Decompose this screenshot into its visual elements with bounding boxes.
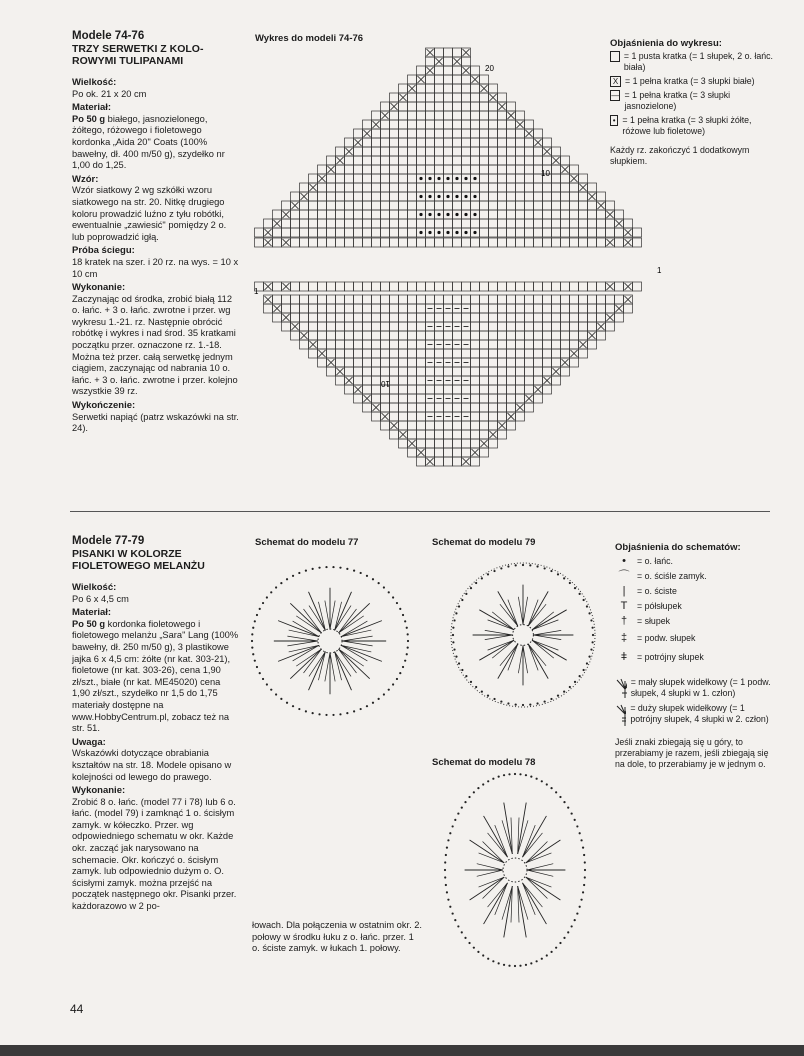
section1-finish: Serwetki napiąć (patrz wskazówki na str. 24). — [72, 411, 239, 434]
row-label-1-right: 1 — [657, 266, 662, 275]
single-crochet-icon: | — [622, 585, 626, 597]
legend-row-dash: — = 1 pełna kratka (= 3 słupki jasnozielone) — [611, 90, 731, 111]
section2-making-label: Wykonanie: — [72, 785, 126, 797]
section2-text — [72, 535, 240, 913]
schema-legend-dtr: ǂ = potrójny słupek — [615, 652, 775, 663]
section2-material-text: kordonka fioletowego i fioletowego melanżu „Sara" Lang (100% bawełny, dł. 250 m/50 g), 3 plastikowe jajka 6 x 4,5 cm: żółte (nr kat. 303-21), fioletowe (nr kat. 303-26), cena 1,90 zł/szt., białe (nr kat. ME45020) cena 1,90 zł/szt., szydełko nr 1,5 do 1,75 materiały dostępne na www.HobbyCentrum.pl, zobacz też na str. 51. — [72, 618, 239, 734]
triple-treble-icon: ǂ — [620, 651, 628, 663]
schema-legend-tr: ‡ = podw. słupek — [615, 633, 775, 644]
half-double-icon: T — [620, 600, 628, 612]
schema77-title: Schemat do modelu 77 — [255, 537, 359, 548]
schema-legend-fan-large: = duży słupek widełkowy (= 1 potrójny słupek, 4 słupki w 2. człon) — [615, 703, 775, 727]
schema78-title: Schemat do modelu 78 — [432, 757, 536, 768]
row-label-20: 20 — [485, 64, 494, 73]
schema-legend-note: Jeśli znaki zbiegają się u góry, to przerabiamy je razem, jeśli zbiegają się na dole, to przerabiamy je w jednym o. — [615, 737, 769, 769]
section1-making: Zaczynając od środka, zrobić białą 112 o. łańc. + 3 o. łańc. zwrotne i przer. wg wykresu 1.-21. rz. Następnie obrócić robótkę i wykres i nad środ. 35 kratkami początku przer. oznaczone rz. 1.-18. Można też przer. całą serwetkę jednym ciągiem, zaczynając od nabrania 10 o. łańc. + 3 o. łańc. zwrotne i przer. kolejno wszystkie 39 rz. — [72, 293, 238, 397]
section2-making: Zrobić 8 o. łańc. (model 77 i 78) lub 6 o. łańc. (model 79) i zamknąć 1 o. ścisłym zamyk. w kółeczko. Przer. wg odpowiedniego schematu w okr. Każde okr. zacząć jak narysowano na schemacie. Okr. kończyć o. ścisłym zamyk. lub odpowiednio dużym o. O. ścisłymi zamyk. można przejść na początek następnego okr. Pisanki przer. każdorazowo w 2 po- — [72, 796, 237, 912]
section1-material — [72, 114, 240, 172]
row-label-10-bottom: 10 — [381, 379, 390, 388]
row-label-1-left: 1 — [254, 287, 259, 296]
section1-model: Modele 74-76 — [72, 30, 145, 42]
schema-legend-title: Objaśnienia do schematów: — [615, 542, 741, 553]
section1-finish-label: Wykończenie: — [72, 400, 136, 412]
section1-text — [72, 30, 240, 435]
dash-square-icon: — — [611, 91, 620, 100]
schema79-title: Schemat do modelu 79 — [432, 537, 536, 548]
empty-square-icon — [610, 51, 620, 62]
legend-row-empty: = 1 pusta kratka (= 1 słupek, 2 o. łańc. biała) — [610, 51, 775, 73]
section1-size: Po ok. 21 x 20 cm — [72, 88, 147, 99]
slip-stitch-icon: ⌒ — [618, 570, 630, 582]
section1-title-1: TRZY SERWETKI Z KOLO- — [72, 43, 204, 55]
chart-legend — [610, 36, 775, 167]
section2-note-label: Uwaga: — [72, 736, 106, 748]
legend-row-x: X = 1 pełna kratka (= 3 słupki białe) — [610, 76, 775, 87]
section1-making-label: Wykonanie: — [72, 282, 126, 294]
large-fan-icon — [615, 703, 626, 727]
section2-material-label: Materiał: — [72, 607, 112, 619]
section-divider — [70, 511, 770, 512]
schema-legend-sc: | = o. ściste — [615, 586, 775, 597]
schema79-diagram — [448, 560, 598, 710]
section2-size-label: Wielkość: — [72, 582, 117, 593]
section1-pattern-label: Wzór: — [72, 173, 99, 185]
chart-legend-title: Objaśnienia do wykresu: — [610, 38, 722, 49]
row-label-10-top: 10 — [541, 169, 550, 178]
page-number: 44 — [70, 1002, 84, 1016]
legend-row-dot: • = 1 pełna kratka (= 3 słupki żółte, różowe lub fioletowe) — [610, 115, 775, 137]
section1-gauge: 18 kratek na szer. i 20 rz. na wys. = 10 x 10 cm — [72, 256, 239, 279]
section1-title-2: ROWYMI TULIPANAMI — [72, 55, 184, 67]
section2-size: Po 6 x 4,5 cm — [72, 593, 129, 604]
section1-pattern: Wzór siatkowy 2 wg szkółki wzoru siatkowego na str. 20. Nitkę drugiego koloru prowadzić luźno z tyłu robótki, ewentualnie „zawiesić" pomiędzy 2 o. lub poprowadzić igłą. — [72, 185, 227, 242]
schema-legend-dc: † = słupek — [615, 616, 775, 627]
section2-note: Wskazówki dotyczące obrabiania kształtów na str. 18. Modele opisano w kolejności od lewego do prawego. — [72, 748, 232, 782]
section2-model: Modele 77-79 — [72, 535, 145, 547]
section1-gauge-label: Próba ściegu: — [72, 245, 135, 257]
double-crochet-icon: † — [620, 615, 628, 627]
section1-material-text: białego, jasnozielonego, żółtego, różowego i fioletowego kordonka „Aida 20" Coats (100% bawełny, dł. 400 m/50 g), szydełko nr 1,00 do 1,25. — [72, 113, 225, 171]
chart-legend-note: Każdy rz. zakończyć 1 dodatkowym słupkiem. — [610, 145, 750, 166]
section2-continuation: łowach. Dla połączenia w ostatnim okr. 2. połowy w środku łuku z o. łańc. przer. 1 o. ściste zamyk. w łukach 1. połowy. — [252, 920, 423, 954]
section2-material-bold: Po 50 g — [72, 618, 106, 629]
schema77-diagram — [248, 553, 418, 723]
x-square-icon: X — [610, 76, 621, 87]
chart-title: Wykres do modeli 74-76 — [255, 33, 364, 44]
scan-edge — [0, 1045, 804, 1056]
small-fan-icon — [615, 677, 627, 699]
filet-chart — [248, 40, 668, 490]
section2-title-1: PISANKI W KOLORZE — [72, 548, 182, 560]
schema-legend-fan-small: = mały słupek widełkowy (= 1 podw. słupek, 4 słupki w 1. człon) — [615, 677, 775, 699]
section2-title-2: FIOLETOWEGO MELANŻU — [72, 560, 205, 572]
dot-square-icon: • — [610, 115, 618, 126]
section2-material — [72, 619, 240, 735]
section1-size-label: Wielkość: — [72, 77, 117, 88]
chain-dot-icon: • — [622, 555, 626, 567]
schema-legend — [615, 540, 775, 770]
treble-crochet-icon: ‡ — [620, 632, 628, 644]
section1-material-label: Materiał: — [72, 102, 112, 114]
schema78-diagram — [440, 770, 590, 970]
schema-legend-slip: ⌒ = o. ściśle zamyk. — [615, 571, 775, 582]
section1-material-bold: Po 50 g — [72, 113, 106, 124]
schema-legend-chain: • = o. łańc. — [615, 556, 775, 567]
schema-legend-hdc: T = półsłupek — [615, 601, 775, 612]
